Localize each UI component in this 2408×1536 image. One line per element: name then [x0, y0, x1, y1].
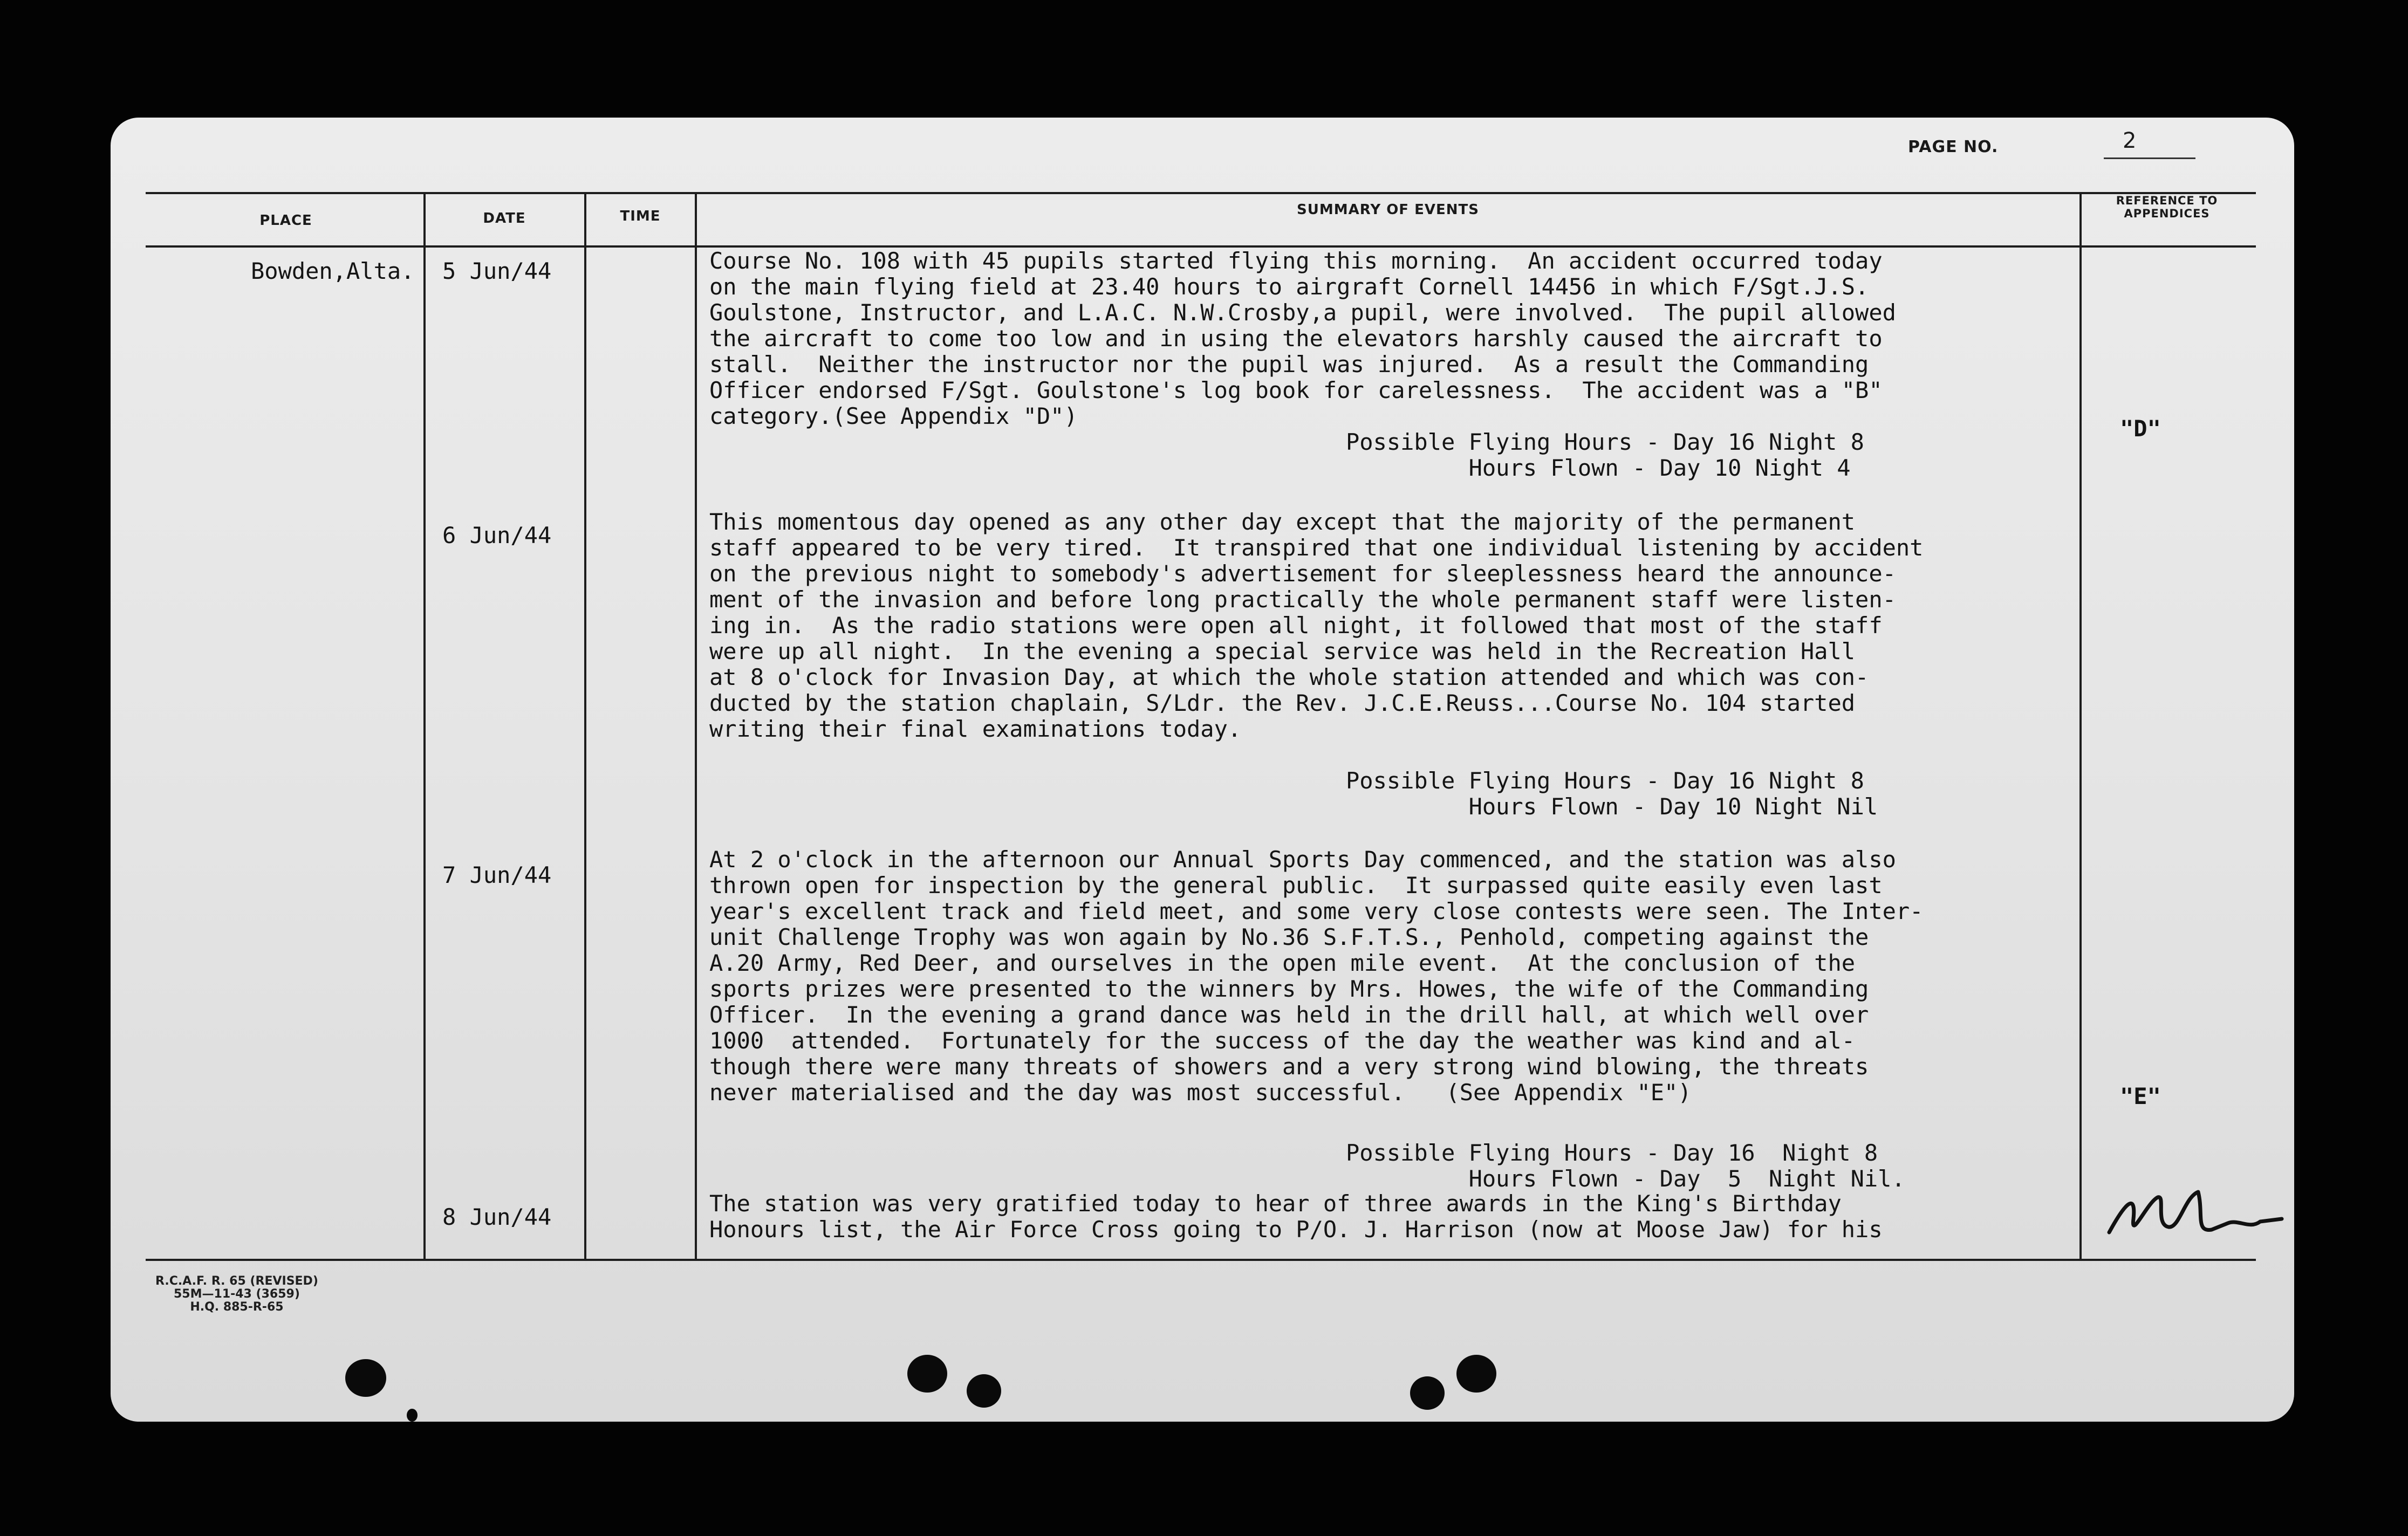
- entry-appendix-reference: "D": [2120, 415, 2161, 442]
- col-divider-date: [584, 192, 586, 1261]
- entry-date: 5 Jun/44: [442, 258, 552, 284]
- punch-hole: [967, 1374, 1001, 1408]
- entry-flying-hours: Possible Flying Hours - Day 16 Night 8 Hours Flown - Day 10 Night 4: [1346, 429, 1864, 481]
- page-no-underline: [2104, 157, 2195, 159]
- header-reference: [2083, 194, 2250, 220]
- form-identifier: [155, 1275, 318, 1314]
- form-id-line1: R.C.A.F. R. 65 (REVISED): [155, 1274, 318, 1288]
- form-id-line2: 55M—11-43 (3659): [174, 1287, 300, 1301]
- header-place: PLACE: [259, 212, 312, 229]
- punch-hole: [1410, 1376, 1445, 1410]
- table-bottom-rule: [146, 1259, 2256, 1261]
- punch-hole: [407, 1409, 418, 1422]
- punch-hole: [1456, 1355, 1496, 1393]
- handwritten-initials: [2104, 1181, 2287, 1251]
- col-divider-summary: [2079, 192, 2082, 1261]
- punch-hole: [907, 1355, 947, 1393]
- page-no-value: 2: [2123, 128, 2137, 153]
- entry-summary: The station was very gratified today to hear of three awards in the King's Birthday Honours list, the Air Force Cross going to P/O. J. Harrison (now at Moose Jaw) for his: [709, 1190, 1883, 1243]
- header-date: DATE: [483, 210, 526, 227]
- form-id-line3: H.Q. 885-R-65: [190, 1300, 284, 1314]
- punch-hole: [345, 1359, 386, 1397]
- entry-date: 6 Jun/44: [442, 522, 552, 548]
- entry-date: 7 Jun/44: [442, 862, 552, 888]
- place-cell: Bowden,Alta.: [251, 258, 415, 284]
- entry-appendix-reference: "E": [2120, 1083, 2161, 1109]
- col-divider-place: [423, 192, 426, 1261]
- header-reference-line2: APPENDICES: [2124, 207, 2210, 220]
- col-divider-time: [695, 192, 697, 1261]
- entry-summary: This momentous day opened as any other day except that the majority of the permanent staff appeared to be very tired. It transpired that one individual listening by accident on the previous night to somebody's advertisement for sleeplessness heard the announce- ment of the invasion and before long practically the whole permanent staff were listen- ing in. As the radio stations were open all night, it followed that most of the staff were up all night. In the evening a special service was held in the Recreation Hall at 8 o'clock for Invasion Day, at which the whole station attended and which was con- ducted by the station chaplain, S/Ldr. the Rev. J.C.E.Reuss...Course No. 104 started writing their final examinations today.: [709, 509, 1924, 742]
- entry-date: 8 Jun/44: [442, 1204, 552, 1230]
- header-time: TIME: [620, 208, 661, 224]
- entry-flying-hours: Possible Flying Hours - Day 16 Night 8 Hours Flown - Day 5 Night Nil.: [1346, 1140, 1905, 1192]
- header-summary: SUMMARY OF EVENTS: [1297, 202, 1479, 218]
- entry-summary: At 2 o'clock in the afternoon our Annual Sports Day commenced, and the station was also thrown open for inspection by the general public. It surpassed quite easily even last year's excellent track and field meet, and some very close contests were seen. The Inter- unit Challenge Trophy was won again by No.36 S.F.T.S., Penhold, competing against the A.20 Army, Red Deer, and ourselves in the open mile event. At the conclusion of the sports prizes were presented to the winners by Mrs. Howes, the wife of the Commanding Officer. In the evening a grand dance was held in the drill hall, at which well over 1000 attended. Fortunately for the success of the day the weather was kind and al- though there were many threats of showers and a very strong wind blowing, the threats never materialised and the day was most successful. (See Appendix "E"): [709, 846, 1924, 1106]
- entry-flying-hours: Possible Flying Hours - Day 16 Night 8 Hours Flown - Day 10 Night Nil: [1346, 767, 1878, 820]
- entry-summary: Course No. 108 with 45 pupils started flying this morning. An accident occurred today on the main flying field at 23.40 hours to airgraft Cornell 14456 in which F/Sgt.J.S. Goulstone, Instructor, and L.A.C. N.W.Crosby,a pupil, were involved. The pupil allowed the aircraft to come too low and in using the elevators harshly caused the aircraft to stall. Neither the instructor nor the pupil was injured. As a result the Commanding Officer endorsed F/Sgt. Goulstone's log book for carelessness. The accident was a "B" category.(See Appendix "D"): [709, 248, 1896, 429]
- header-top-rule: [146, 192, 2256, 194]
- header-reference-line1: REFERENCE TO: [2116, 194, 2218, 207]
- page-no-label: PAGE NO.: [1908, 138, 1999, 156]
